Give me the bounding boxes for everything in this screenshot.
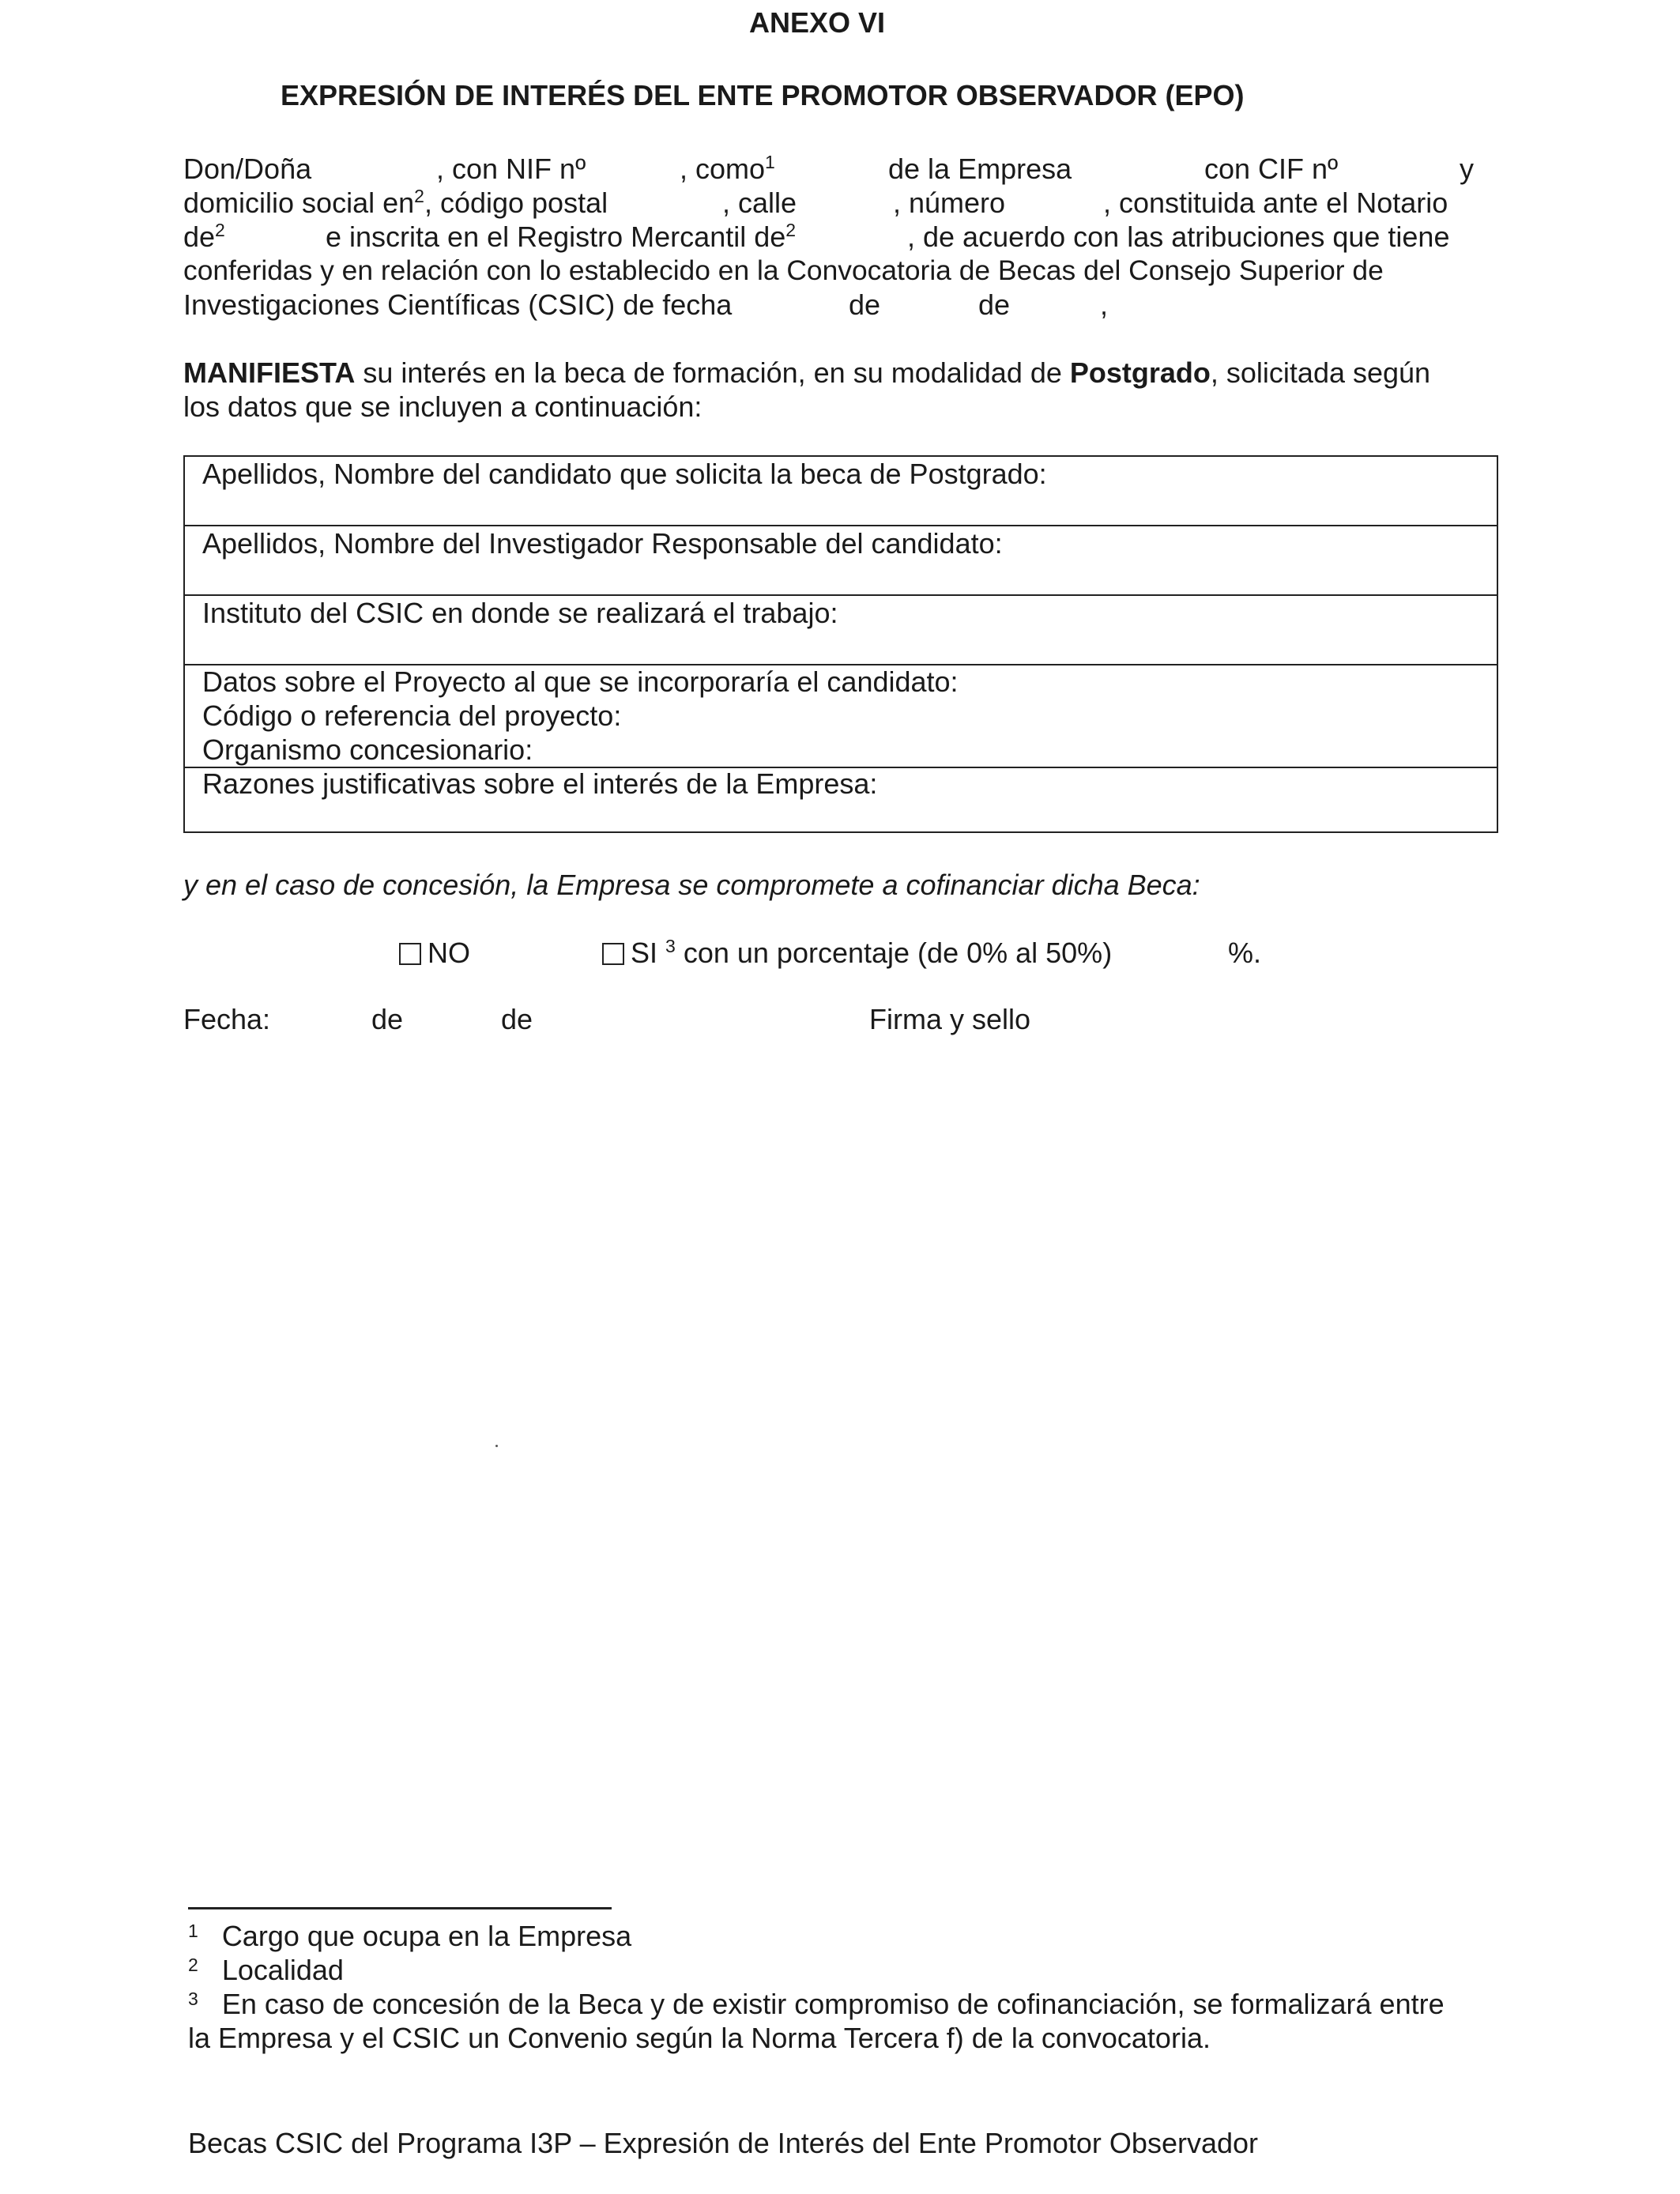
checkbox-si[interactable] bbox=[602, 943, 624, 965]
footnote-2: $^2$ Localidad bbox=[188, 1954, 344, 1986]
scan-speck bbox=[495, 1445, 498, 1447]
date-label: Fecha: bbox=[183, 1003, 271, 1035]
page-footer: Becas CSIC del Programa I3P – Expresión de Interés del Ente Promotor Observador bbox=[188, 2127, 1259, 2159]
table-row-institute[interactable]: Instituto del CSIC en donde se realizará el trabajo: bbox=[185, 596, 1497, 665]
date-de-2: de bbox=[501, 1003, 533, 1035]
table-row-project[interactable]: Datos sobre el Proyecto al que se incorporaría el candidato: Código o referencia del proyecto: Organismo concesionario: bbox=[185, 665, 1497, 768]
option-si[interactable]: SI $^3$ con un porcentaje (de 0% al 50%) bbox=[602, 936, 1112, 970]
commitment-text: y en el caso de concesión, la Empresa se compromete a cofinanciar dicha Beca: bbox=[183, 869, 1200, 901]
page-title: EXPRESIÓN DE INTERÉS DEL ENTE PROMOTOR OBSERVADOR (EPO) bbox=[281, 79, 1245, 111]
annex-heading: ANEXO VI bbox=[749, 6, 886, 39]
footnote-3: $^3$ En caso de concesión de la Beca y de existir compromiso de cofinanciación, se formalizará entre bbox=[188, 1988, 1445, 2020]
percent-suffix: %. bbox=[1228, 937, 1262, 969]
candidate-data-table bbox=[183, 455, 1498, 833]
footnote-1: $^1$ Cargo que ocupa en la Empresa bbox=[188, 1920, 632, 1952]
table-row-researcher[interactable]: Apellidos, Nombre del Investigador Responsable del candidato: bbox=[185, 526, 1497, 596]
date-de-1: de bbox=[371, 1003, 404, 1035]
table-row-candidate[interactable]: Apellidos, Nombre del candidato que solicita la beca de Postgrado: bbox=[185, 457, 1497, 526]
option-no[interactable]: NO bbox=[399, 936, 470, 970]
footnote-rule bbox=[188, 1907, 612, 1909]
table-row-reasons[interactable]: Razones justificativas sobre el interés de la Empresa: bbox=[202, 767, 878, 800]
signature-label: Firma y sello bbox=[869, 1003, 1031, 1035]
footnote-3-continued: la Empresa y el CSIC un Convenio según la Norma Tercera f) de la convocatoria. bbox=[188, 2022, 1211, 2054]
checkbox-no[interactable] bbox=[399, 943, 421, 965]
